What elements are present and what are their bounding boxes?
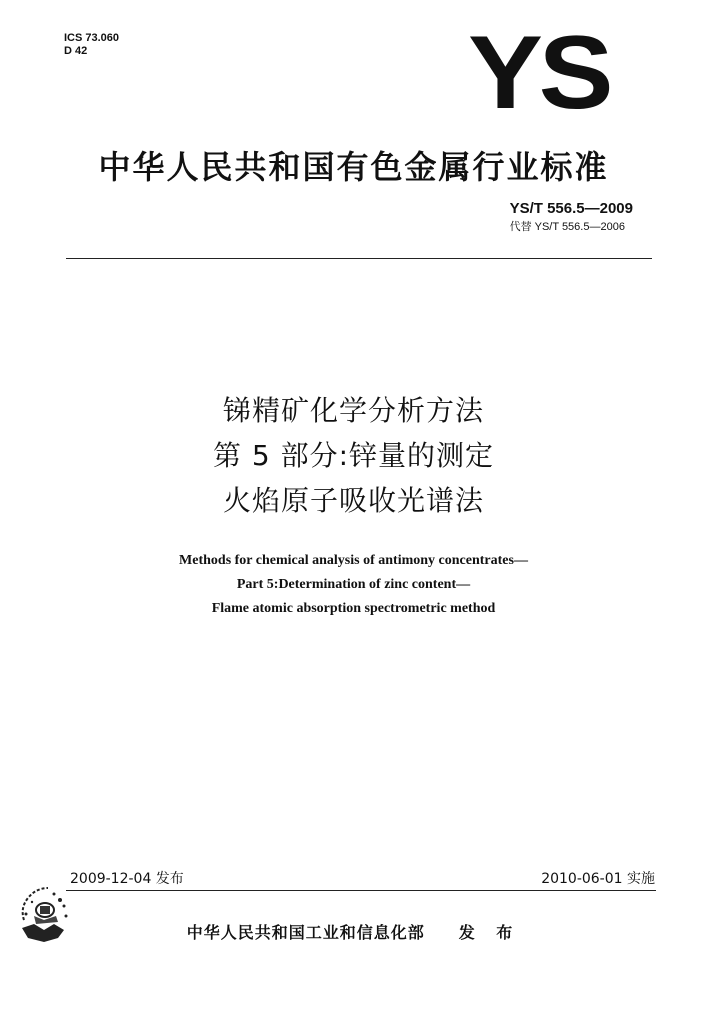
standard-number: YS/T 556.5—2009 xyxy=(509,200,633,217)
issuer-name: 中华人民共和国工业和信息化部 xyxy=(186,923,425,942)
issuer-line xyxy=(0,920,707,943)
implement-date: 2010-06-01 实施 xyxy=(541,871,655,887)
footer-divider xyxy=(66,890,656,891)
industry-standard-title: 中华人民共和国有色金属行业标准 xyxy=(98,148,609,186)
header-divider xyxy=(66,258,652,259)
issue-date: 2009-12-04 发布 xyxy=(70,871,184,887)
title-zh-line-2: 第 5 部分:锌量的测定 xyxy=(212,439,495,472)
classification-codes xyxy=(64,32,119,58)
publish-label: 发 布 xyxy=(458,923,521,942)
ys-logo: YS xyxy=(468,15,610,131)
title-en-line-2: Part 5:Determination of zinc content— xyxy=(236,577,471,592)
standard-number-block xyxy=(510,200,633,234)
title-en-line-3: Flame atomic absorption spectrometric method xyxy=(211,601,496,616)
title-zh-line-3: 火焰原子吸收光谱法 xyxy=(222,484,484,517)
title-en-line-1: Methods for chemical analysis of antimony concentrates— xyxy=(179,553,528,568)
ccs-code: D 42 xyxy=(64,45,88,57)
ics-code: ICS 73.060 xyxy=(64,32,120,44)
publisher-seal-icon xyxy=(14,880,76,948)
title-zh-line-1: 锑精矿化学分析方法 xyxy=(222,394,484,427)
replaces-standard: 代替 YS/T 556.5—2006 xyxy=(509,221,625,233)
